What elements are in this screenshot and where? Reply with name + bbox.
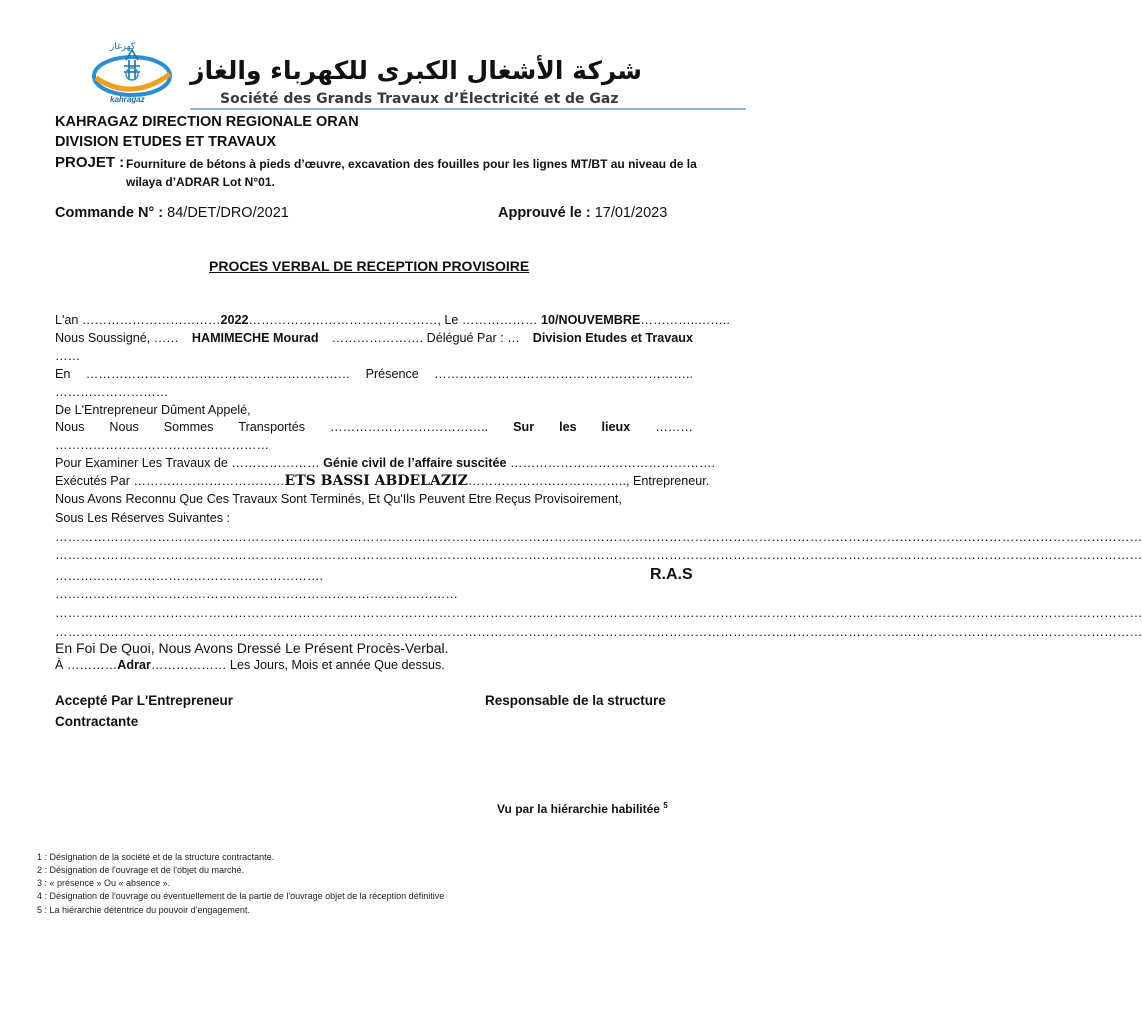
org-line-1: KAHRAGAZ DIRECTION REGIONALE ORAN	[55, 114, 359, 130]
en-cont: ………………………	[55, 385, 169, 399]
signature-left-2: Contractante	[55, 714, 139, 729]
footnote-4: 4 : Désignation de l'ouvrage ou éventuellement de la partie de l'ouvrage objet de la réception définitive	[37, 891, 445, 901]
executes-line	[55, 473, 709, 489]
kahragaz-logo	[88, 44, 178, 106]
transport-cont: ……………………………………………	[55, 438, 270, 452]
soussigne-prefix: Nous Soussigné, ……	[55, 331, 179, 345]
transport-word: Nous	[55, 420, 85, 434]
arabic-company-name: شركة الأشغال الكبرى للكهرباء والغاز	[190, 56, 642, 85]
an-date: 10/NOUVEMBRE	[540, 313, 641, 327]
examiner-bold: Génie civil de l’affaire suscitée	[323, 456, 507, 470]
footnote-2: 2 : Désignation de l'ouvrage et de l'objet du marché.	[37, 865, 245, 875]
examiner-prefix: Pour Examiner Les Travaux de …………………	[55, 456, 320, 470]
a-suffix: ……………… Les Jours, Mois et année Que dessus.	[150, 658, 445, 672]
vu-text: Vu par la hiérarchie habilitée	[497, 802, 660, 816]
logo-caption: kahragaz	[110, 95, 145, 104]
soussigne-mid: …………………. Délégué Par : …	[331, 331, 520, 345]
soussigne-cont: ……	[55, 349, 81, 363]
org-line-2: DIVISION ETUDES ET TRAVAUX	[55, 134, 277, 150]
reserve-dots-4: ……………………………………………………………………………………	[55, 587, 458, 601]
footnote-3: 3 : « présence » Ou « absence ».	[37, 878, 171, 888]
approuve-value: 17/01/2023	[594, 205, 668, 221]
foi-line: En Foi De Quoi, Nous Avons Dressé Le Présent Procès-Verbal.	[55, 640, 449, 656]
en-dots: ………………………………………………………	[85, 367, 351, 381]
vu-hierarchie	[497, 801, 668, 816]
presence-dots: ……………………………………………………..	[434, 367, 693, 381]
logo-arabic-text: كهرغاز	[110, 42, 136, 52]
reserve-dots-1: …………………………………………………………………………………………………………………………………………………………………………………………………………………………………	[55, 530, 1142, 544]
reserve-dots-5: …………………………………………………………………………………………………………………………………………………………………………………………………………………………………	[55, 606, 1142, 620]
examiner-suffix: ………………………………………….	[509, 456, 715, 470]
transport-word: Transportés	[238, 420, 306, 434]
signature-left-1: Accepté Par L'Entrepreneur	[55, 693, 234, 708]
an-mid: ………………………………………, Le ………………	[248, 313, 538, 327]
en-presence-line	[55, 367, 693, 381]
transport-line	[55, 420, 693, 434]
vu-sup: 5	[663, 801, 668, 810]
examiner-line	[55, 456, 715, 470]
soussigne-line	[55, 331, 693, 345]
executes-ets: ETS BASSI ABDELAZIZ	[284, 473, 468, 489]
executes-suffix: ……………………………….., Entrepreneur.	[467, 474, 710, 488]
approuve-label: Approuvé le :	[498, 205, 591, 221]
transport-word: les	[559, 420, 577, 434]
reserves-line: Sous Les Réserves Suivantes :	[55, 511, 231, 525]
projet-text-2: wilaya d’ADRAR Lot N°01.	[126, 175, 275, 189]
commande-value: 84/DET/DRO/2021	[167, 205, 289, 221]
an-prefix: L'an ……………………………	[55, 313, 221, 327]
transport-word: Sur	[513, 420, 535, 434]
signature-right: Responsable de la structure	[485, 693, 666, 708]
transport-word: lieux	[601, 420, 631, 434]
projet-text-1: Fourniture de bétons à pieds d’œuvre, excavation des fouilles pour les lignes MT/BT au niveau de la	[126, 157, 697, 171]
reserve-dots-3: ……………………………………………………….	[55, 569, 323, 583]
en-label: En	[55, 367, 71, 381]
reserve-dots-2: …………………………………………………………………………………………………………………………………………………………………………………………………………………………………	[55, 548, 1142, 562]
a-place: Adrar	[117, 658, 151, 672]
approuve-line	[498, 205, 667, 221]
commande-label: Commande N° :	[55, 205, 164, 221]
entrepreneur-appele: De L'Entrepreneur Dûment Appelé,	[55, 403, 251, 417]
transport-word: Nous	[109, 420, 139, 434]
french-company-name: Société des Grands Travaux d’Électricité et de Gaz	[220, 91, 619, 107]
projet-label: PROJET :	[55, 154, 125, 171]
reserve-dots-6: …………………………………………………………………………………………………………………………………………………………………………………………………………………………………	[55, 625, 1142, 639]
presence-label: Présence	[365, 367, 419, 381]
an-year: 2022	[220, 313, 249, 327]
soussigne-delegue: Division Etudes et Travaux	[532, 331, 693, 345]
commande-line	[55, 205, 289, 221]
an-suffix: …………..……..	[640, 313, 730, 327]
footnote-5: 5 : La hiérarchie détentrice du pouvoir d'engagement.	[37, 905, 250, 915]
footnote-1: 1 : Désignation de la société et de la structure contractante.	[37, 852, 275, 862]
transport-word: ………	[655, 420, 693, 434]
a-line	[55, 658, 445, 672]
executes-prefix: Exécutés Par ………………………………	[55, 474, 285, 488]
header-rule	[190, 108, 746, 110]
transport-word: ………………………………..	[330, 420, 489, 434]
a-prefix: À …………	[55, 658, 118, 672]
pv-title: PROCES VERBAL DE RECEPTION PROVISOIRE	[209, 258, 530, 274]
soussigne-name: HAMIMECHE Mourad	[191, 331, 319, 345]
transport-word: Sommes	[163, 420, 214, 434]
an-line	[55, 313, 730, 327]
ras-text: R.A.S	[650, 566, 693, 583]
reconnu-line: Nous Avons Reconnu Que Ces Travaux Sont Terminés, Et Qu'Ils Peuvent Etre Reçus Provisoirement,	[55, 492, 622, 506]
